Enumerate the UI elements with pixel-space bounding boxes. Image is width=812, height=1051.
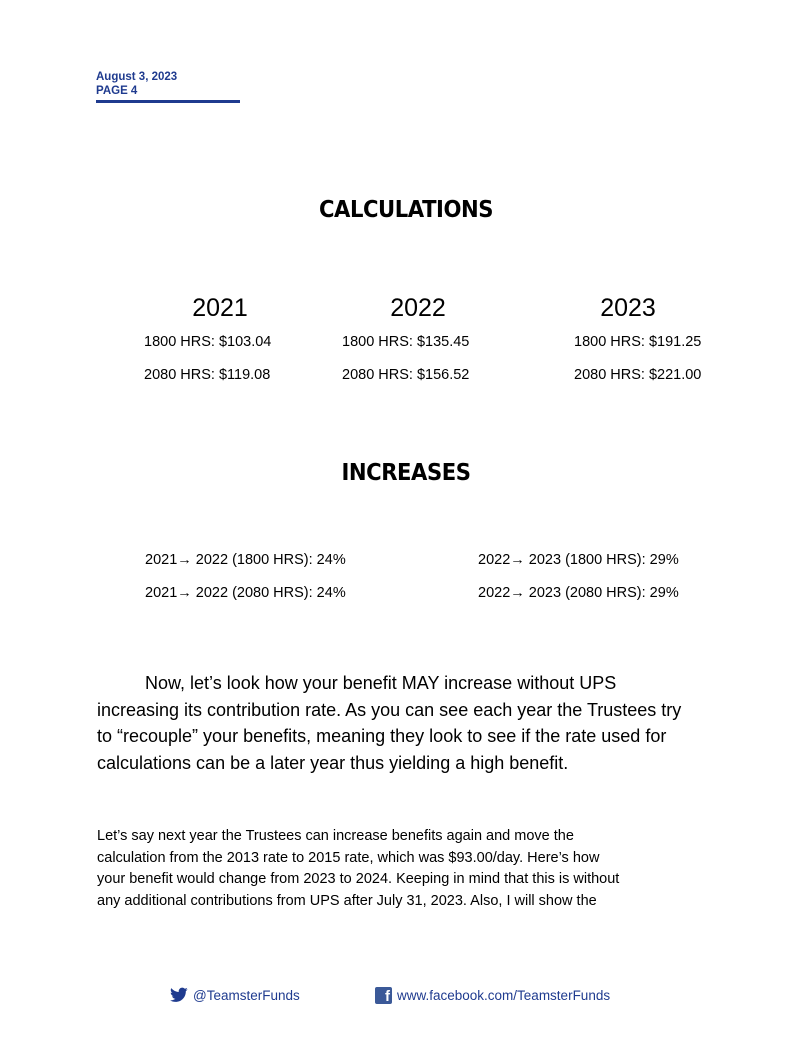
body-paragraph-2 xyxy=(97,826,737,912)
calc-line: 1800 HRS: $135.45 xyxy=(342,334,470,350)
calc-column-2021 xyxy=(120,293,320,399)
increase-line: 2021→ 2022 (1800 HRS): 24% xyxy=(145,552,346,568)
twitter-link[interactable] xyxy=(170,985,300,1005)
calc-column-2022 xyxy=(318,293,518,399)
increase-line: 2021→ 2022 (2080 HRS): 24% xyxy=(145,585,346,601)
calc-line: 1800 HRS: $191.25 xyxy=(574,334,702,350)
header-date: August 3, 2023 xyxy=(96,71,178,83)
calc-column-2023 xyxy=(528,293,728,399)
facebook-icon: f xyxy=(375,987,392,1004)
increase-line: 2022→ 2023 (2080 HRS): 29% xyxy=(478,585,679,601)
paragraph-line: increasing its contribution rate. As you can see each year the Trustees try xyxy=(97,699,682,720)
calc-line: 2080 HRS: $119.08 xyxy=(144,367,271,383)
header-page-number: PAGE 4 xyxy=(96,85,138,97)
facebook-url[interactable]: www.facebook.com/TeamsterFunds xyxy=(397,987,611,1003)
calc-line: 1800 HRS: $103.04 xyxy=(144,334,272,350)
paragraph-line: any additional contributions from UPS after July 31, 2023. Also, I will show the xyxy=(97,892,597,909)
paragraph-line: your benefit would change from 2023 to 2024. Keeping in mind that this is without xyxy=(97,871,620,887)
paragraph-line: calculation from the 2013 rate to 2015 rate, which was $93.00/day. Here’s how xyxy=(97,849,600,866)
facebook-link[interactable] xyxy=(375,985,610,1005)
calc-year: 2021 xyxy=(192,294,248,322)
paragraph-line: to “recouple” your benefits, meaning they look to see if the rate used for xyxy=(97,726,667,746)
paragraph-line: Now, let’s look how your benefit MAY increase without UPS xyxy=(145,673,617,693)
twitter-icon xyxy=(170,987,188,1003)
calc-year: 2023 xyxy=(600,294,656,322)
paragraph-line: calculations can be a later year thus yielding a high benefit. xyxy=(97,752,569,773)
calculations-heading: CALCULATIONS xyxy=(318,197,494,223)
calc-line: 2080 HRS: $221.00 xyxy=(574,367,702,383)
twitter-handle[interactable]: @TeamsterFunds xyxy=(193,987,300,1003)
body-paragraph-1 xyxy=(97,670,737,776)
page-header xyxy=(96,70,240,103)
increase-line: 2022→ 2023 (1800 HRS): 29% xyxy=(478,552,679,568)
calc-year: 2022 xyxy=(390,294,446,322)
increases-heading: INCREASES xyxy=(341,460,471,486)
paragraph-line: Let’s say next year the Trustees can increase benefits again and move the xyxy=(97,828,574,844)
header-rule xyxy=(96,100,240,103)
increases-right xyxy=(478,551,679,617)
increases-left xyxy=(145,551,346,617)
calc-line: 2080 HRS: $156.52 xyxy=(342,367,470,383)
